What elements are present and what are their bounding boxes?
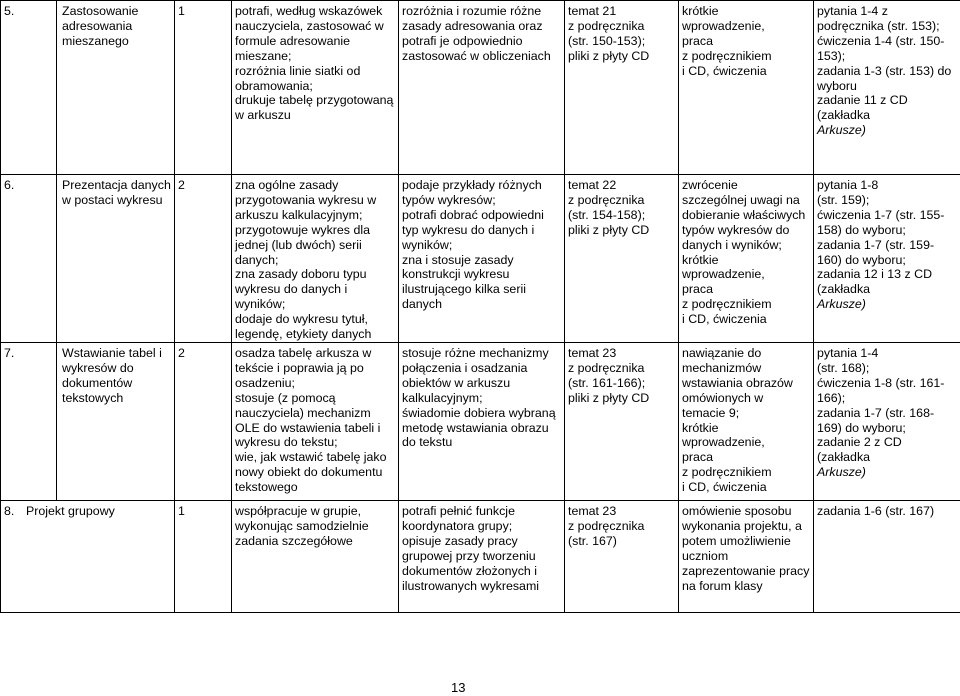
table-row bbox=[1, 1, 960, 175]
basic-requirements: współpracuje w grupie, wykonując samodzielnie zadania szczegółowe bbox=[235, 504, 369, 548]
basic-requirements-cell bbox=[232, 175, 399, 343]
lesson-topic: Wstawianie tabel i wykresów do dokumentów tekstowych bbox=[62, 346, 162, 405]
extended-requirements-cell bbox=[399, 175, 565, 343]
topic-cell bbox=[57, 343, 175, 501]
page-number: 13 bbox=[451, 680, 466, 695]
methods: krótkie wprowadzenie, praca z podręcznikiem i CD, ćwiczenia bbox=[682, 4, 772, 78]
lesson-topic: Prezentacja danych w postaci wykresu bbox=[62, 178, 171, 207]
materials-cell bbox=[565, 501, 679, 613]
exercises-cell bbox=[814, 175, 960, 343]
lesson-hours: 2 bbox=[178, 346, 185, 360]
basic-requirements-cell bbox=[232, 343, 399, 501]
topic-cell bbox=[57, 1, 175, 175]
lesson-topic: Projekt grupowy bbox=[26, 504, 115, 518]
lesson-number: 8. bbox=[4, 504, 15, 518]
topic-cell bbox=[57, 175, 175, 343]
materials: temat 22 z podręcznika (str. 154-158); pliki z płyty CD bbox=[568, 178, 650, 237]
extended-requirements: stosuje różne mechanizmy połączenia i osadzania obiektów w arkuszu kalkulacyjnym; świadomie dobiera wybraną metodę wstawiania obrazu do tekstu bbox=[402, 346, 556, 450]
materials: temat 21 z podręcznika (str. 150-153); pliki z płyty CD bbox=[568, 4, 650, 63]
methods-cell bbox=[679, 343, 814, 501]
extended-requirements: potrafi pełnić funkcje koordynatora grupy; opisuje zasady pracy grupowej przy tworzeniu dokumentów złożonych i ilustrowanych wykresami bbox=[402, 504, 540, 593]
hours-cell bbox=[175, 1, 232, 175]
lesson-number: 7. bbox=[4, 346, 15, 360]
exercises-cell bbox=[814, 501, 960, 613]
extended-requirements: podaje przykłady różnych typów wykresów; potrafi dobrać odpowiedni typ wykresu do danych i wyników; zna i stosuje zasady konstrukcji wykresu ilustrującego kilka serii danych bbox=[402, 178, 544, 312]
lesson-number-cell bbox=[1, 343, 57, 501]
table-row bbox=[1, 175, 960, 343]
exercises-italic: Arkusze) bbox=[817, 297, 866, 312]
lesson-hours: 1 bbox=[178, 504, 185, 518]
basic-requirements-cell bbox=[232, 501, 399, 613]
exercises-italic: Arkusze) bbox=[817, 465, 866, 480]
table-row bbox=[1, 501, 960, 613]
materials-cell bbox=[565, 1, 679, 175]
lesson-number-cell bbox=[1, 175, 57, 343]
materials-cell bbox=[565, 175, 679, 343]
extended-requirements-cell bbox=[399, 343, 565, 501]
materials: temat 23 z podręcznika (str. 161-166); pliki z płyty CD bbox=[568, 346, 650, 405]
exercises-cell bbox=[814, 1, 960, 175]
hours-cell bbox=[175, 501, 232, 613]
exercises-cell bbox=[814, 343, 960, 501]
materials: temat 23 z podręcznika (str. 167) bbox=[568, 504, 645, 548]
methods: omówienie sposobu wykonania projektu, a potem umożliwienie uczniom zaprezentowanie pracy na forum klasy bbox=[682, 504, 810, 593]
lesson-topic: Zastosowanie adresowania mieszanego bbox=[62, 4, 139, 48]
hours-cell bbox=[175, 175, 232, 343]
lesson-number: 5. bbox=[4, 4, 15, 18]
lesson-number-topic-cell bbox=[1, 501, 175, 613]
table-row bbox=[1, 343, 960, 501]
extended-requirements: rozróżnia i rozumie różne zasady adresowania oraz potrafi je odpowiednio zastosować w obliczeniach bbox=[402, 4, 551, 63]
basic-requirements: osadza tabelę arkusza w tekście i poprawia ją po osadzeniu; stosuje (z pomocą nauczyciela) mechanizm OLE do wstawienia tabeli i wykresu do tekstu; wie, jak wstawić tabelę jako nowy obiekt do dokumentu tekstowego bbox=[235, 346, 387, 495]
methods-cell bbox=[679, 1, 814, 175]
basic-requirements-cell bbox=[232, 1, 399, 175]
methods: zwrócenie szczególnej uwagi na dobieranie właściwych typów wykresów do danych i wyników; krótkie wprowadzenie, praca z podręcznikiem i CD, ćwiczenia bbox=[682, 178, 806, 327]
basic-requirements: zna ogólne zasady przygotowania wykresu w arkuszu kalkulacyjnym; przygotowuje wykres dla jednej (lub dwóch) serii danych; zna zasady doboru typu wykresu do danych i wyników; dodaje do wykresu tytuł, legendę, etykiety danych bbox=[235, 178, 377, 342]
lesson-hours: 1 bbox=[178, 4, 185, 18]
basic-requirements: potrafi, według wskazówek nauczycielа, zastosować w formule adresowanie mieszane; rozróżnia linie siatki od obramowania; drukuje tabelę przygotowaną w arkuszu bbox=[235, 4, 394, 123]
lesson-number: 6. bbox=[4, 178, 15, 192]
exercises: zadania 1-6 (str. 167) bbox=[817, 504, 935, 518]
methods-cell bbox=[679, 501, 814, 613]
exercises: pytania 1-4 z podręcznika (str. 153); ćwiczenia 1-4 (str. 150-153); zadania 1-3 (str. 153) do wyboru zadanie 11 z CD (zakładka bbox=[817, 4, 952, 123]
extended-requirements-cell bbox=[399, 501, 565, 613]
lesson-hours: 2 bbox=[178, 178, 185, 192]
materials-cell bbox=[565, 343, 679, 501]
lesson-number-cell bbox=[1, 1, 57, 175]
methods: nawiązanie do mechanizmów wstawiania obrazów omówionych w temacie 9; krótkie wprowadzenie, praca z podręcznikiem i CD, ćwiczenia bbox=[682, 346, 793, 495]
methods-cell bbox=[679, 175, 814, 343]
extended-requirements-cell bbox=[399, 1, 565, 175]
exercises-italic: Arkusze) bbox=[817, 123, 866, 138]
hours-cell bbox=[175, 343, 232, 501]
exercises: pytania 1-4 (str. 168); ćwiczenia 1-8 (str. 161-166); zadania 1-7 (str. 168-169) do wyboru; zadanie 2 z CD (zakładka bbox=[817, 346, 945, 465]
exercises: pytania 1-8 (str. 159); ćwiczenia 1-7 (str. 155-158) do wyboru; zadania 1-7 (str. 159-160) do wyboru; zadania 12 i 13 z CD (zakładka bbox=[817, 178, 945, 297]
